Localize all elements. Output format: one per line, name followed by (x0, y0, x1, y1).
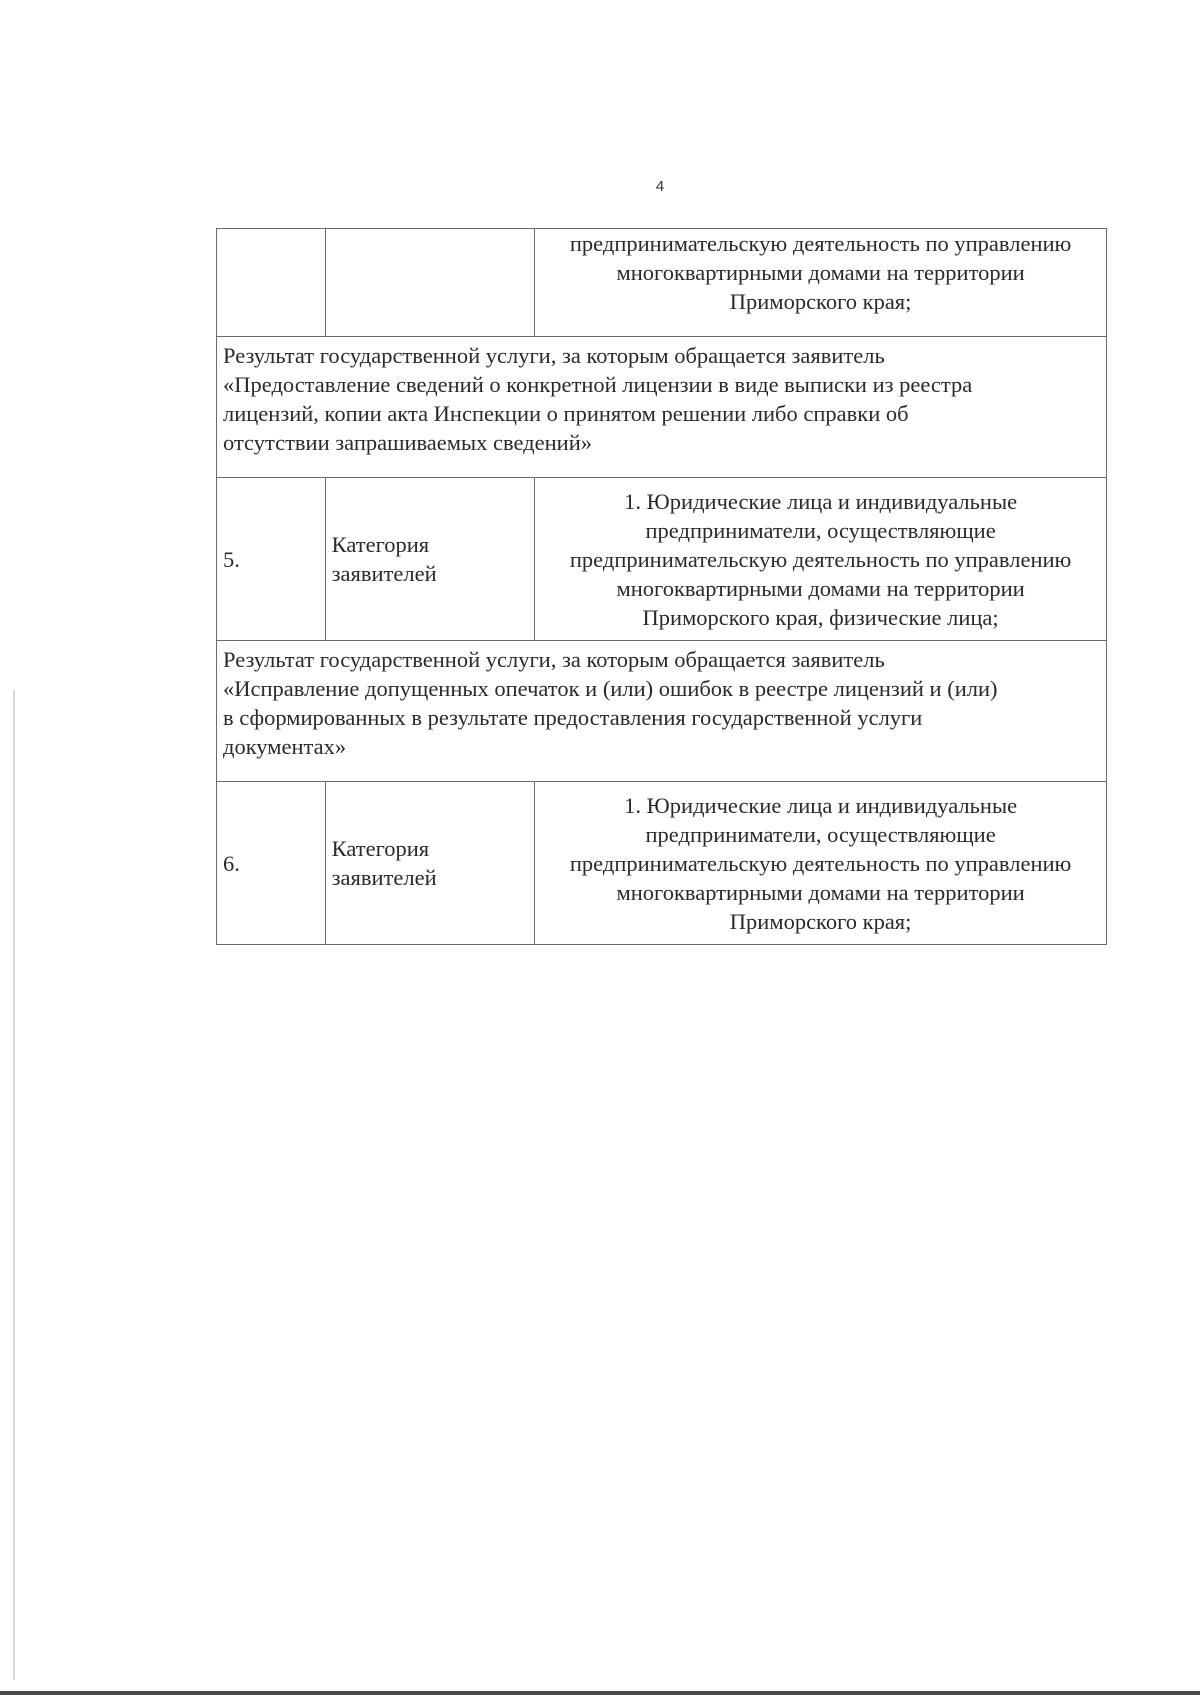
description-cell (535, 478, 1107, 641)
result-heading-cell (217, 337, 1107, 478)
result-line: в сформированных в результате предоставления государственной услуги (223, 705, 923, 730)
row-number-cell (217, 229, 326, 337)
description-line: многоквартирными домами на территории (616, 260, 1025, 285)
category-line: заявителей (331, 865, 437, 890)
description-line: 1. Юридические лица и индивидуальные (624, 488, 1018, 514)
result-line: документах» (223, 734, 347, 759)
description-line: Приморского края, физические лица; (642, 604, 999, 630)
category-cell (325, 478, 535, 641)
row-number-cell: 6. (217, 782, 326, 945)
description-line: Приморского края; (729, 908, 912, 934)
description-line: предпринимательскую деятельность по управлению (569, 231, 1072, 256)
category-line: заявителей (331, 561, 437, 586)
result-line: «Предоставление сведений о конкретной лицензии в виде выписки из реестра (223, 372, 973, 397)
description-line: многоквартирными домами на территории (616, 575, 1025, 601)
description-line: предпринимательскую деятельность по управлению (569, 546, 1072, 572)
description-line: предприниматели, осуществляющие (645, 821, 996, 847)
result-line: отсутствии запрашиваемых сведений» (223, 430, 592, 455)
result-line: Результат государственной услуги, за которым обращается заявитель (223, 647, 885, 672)
description-line: Приморского края; (729, 289, 912, 314)
description-cell (535, 782, 1107, 945)
row-number-cell: 5. (217, 478, 326, 641)
table-row-item-5 (217, 478, 1107, 641)
applicant-categories-table (216, 228, 1107, 945)
scan-edge-bottom (0, 1691, 1200, 1695)
description-line: многоквартирными домами на территории (616, 879, 1025, 905)
table-row-item-6 (217, 782, 1107, 945)
description-line: предприниматели, осуществляющие (645, 517, 996, 543)
category-cell (325, 229, 535, 337)
scan-edge-left (13, 690, 15, 1680)
page-number: 4 (655, 178, 665, 195)
description-cell (535, 229, 1107, 337)
table-row-continued (217, 229, 1107, 337)
table-row-result-1 (217, 337, 1107, 478)
result-line: лицензий, копии акта Инспекции о принятом решении либо справки об (223, 401, 909, 426)
result-line: «Исправление допущенных опечаток и (или) ошибок в реестре лицензий и (или) (223, 676, 998, 701)
result-line: Результат государственной услуги, за которым обращается заявитель (223, 343, 885, 368)
table-row-result-2 (217, 641, 1107, 782)
result-heading-cell (217, 641, 1107, 782)
category-cell (325, 782, 535, 945)
category-line: Категория (331, 532, 430, 557)
description-line: предпринимательскую деятельность по управлению (569, 850, 1072, 876)
description-line: 1. Юридические лица и индивидуальные (624, 792, 1018, 818)
category-line: Категория (331, 836, 430, 861)
